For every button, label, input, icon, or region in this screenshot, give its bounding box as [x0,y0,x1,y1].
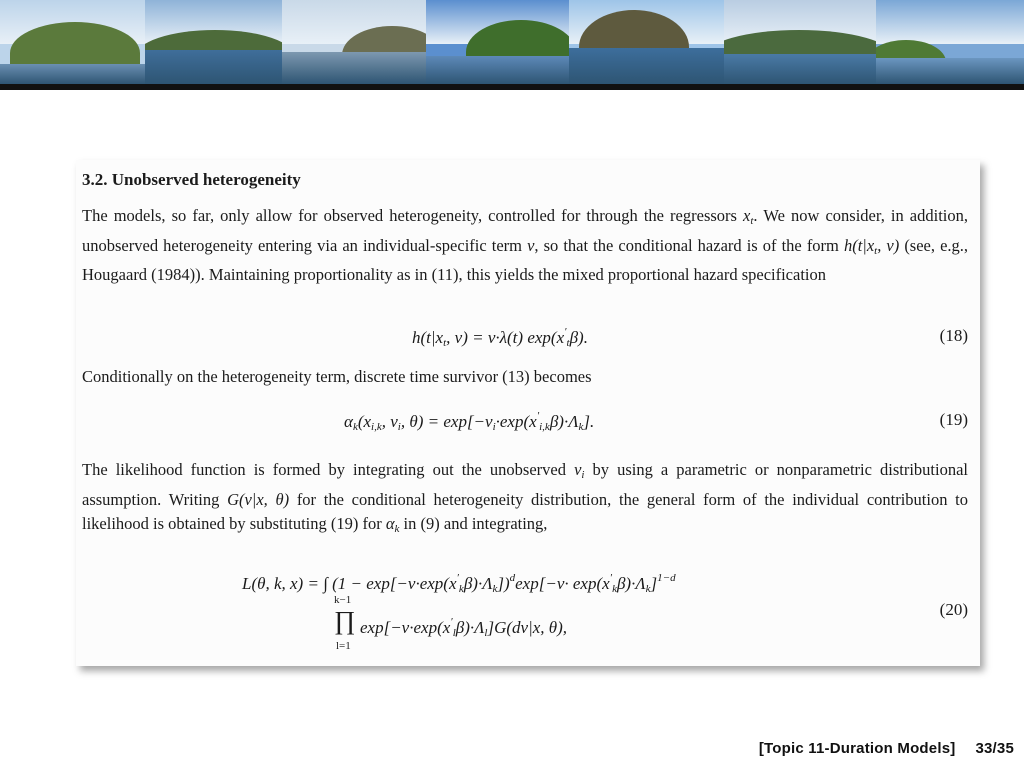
photo-water [569,48,724,84]
equation-20: L(θ, k, x) = ∫ $(1 - \exp[-v\cdot\exp(x'_k\beta)\cdot\Lambda_k])^d\exp[-v\cdot \exp(x'_k\beta)\cdot\Lambda_k]^{1-d}$ k−1 ∏ l=1 $\exp[-v\cdot\exp(x'_l\beta)\cdot\Lambda_l]G(dv|x$, θ), (20) [242,572,968,652]
banner-divider [0,84,1024,90]
photo-palm-garden [426,0,569,84]
section-title: 3.2. Unobserved heterogeneity [82,170,301,189]
photo-sky [876,0,1024,44]
paper-excerpt: 3.2. Unobserved heterogeneity The models, so far, only allow for observed heterogeneity, controlled for through the regressors $x_t$. We now consider, in addition, unobserved heterogeneity entering via an individual-specific term v, so that the conditional hazard is of the form $h(t|x_t$, v) (see, e.g., Hougaard (1984)). Maintaining proportionality as in (11), this yields the mixed proportional hazard specification $h(t|x_t$, v) = v·λ(t) $\exp(x'_t\beta)$. (18) Conditionally on the heterogeneity term, discrete time survivor (13) becomes $\alpha_k(x_{i,k}$, $v_i$, $\theta) = \exp[-v_i\cdot\exp(x'_{i,k}\beta)\cdot\Lambda_k]$. (19) The likelihood function is formed by integrating out the unobserved $v_i$ by using a parametric or nonparametric distributional assumption. Writing G(v|x, θ) for the conditional heterogeneity distribution, the general form of the individual contribution to likelihood is obtained by substituting (19) for $\alpha_k$ in (9) and integrating, L(θ, k, x) = ∫ $(1 - \exp[-v\cdot\exp(x'_k\beta)\cdot\Lambda_k])^d\exp[-v\cdot \exp(x'_k\beta)\cdot\Lambda_k]^{1-d}$ k−1 ∏ l=1 $\exp[-v\cdot\exp(x'_l\beta)\cdot\Lambda_l]G(dv|x$, θ), (20) [76,160,980,666]
photo-water [282,52,426,84]
header-photo-banner [0,0,1024,84]
paragraph-likelihood: The likelihood function is formed by integrating out the unobserved $v_i$ by using a parametric or nonparametric distributional assumption. Writing G(v|x, θ) for the conditional heterogeneity distribution, the general form of the individual contribution to likelihood is obtained by substituting (19) for $\alpha_k$ in (9) and integrating, [82,460,969,535]
paragraph-survivor: Conditionally on the heterogeneity term, discrete time survivor (13) becomes [82,367,592,386]
equation-number-20: (20) [939,600,968,619]
photo-water [426,56,569,84]
photo-lake-bay-town [145,0,282,84]
product-symbol: ∏ [334,606,356,635]
photo-water [145,50,282,84]
slide-footer [739,740,1014,757]
photo-mountain-over-lake [569,0,724,84]
photo-hillside-village [0,0,145,84]
product-upper-limit: k−1 [334,594,352,606]
photo-water [876,58,1024,84]
photo-waterfront-park [876,0,1024,84]
equation-number-18: (18) [939,326,968,345]
equation-number-19: (19) [939,410,968,429]
paragraph-intro: The models, so far, only allow for observed heterogeneity, controlled for through the regressors $x_t$. We now consider, in addition, unobserved heterogeneity entering via an individual-specific term v, so that the conditional hazard is of the form $h(t|x_t$, v) (see, e.g., Hougaard (1984)). Maintaining proportionality as in (11), this yields the mixed proportional hazard specification [82,206,969,284]
footer-page-number: 33/35 [975,740,1014,757]
product-lower-limit: l=1 [336,640,351,652]
photo-water [0,64,145,84]
photo-water [724,54,876,84]
photo-lake-panorama [724,0,876,84]
photo-lakeside-promenade [282,0,426,84]
footer-topic: [Topic 11-Duration Models] [758,740,956,757]
